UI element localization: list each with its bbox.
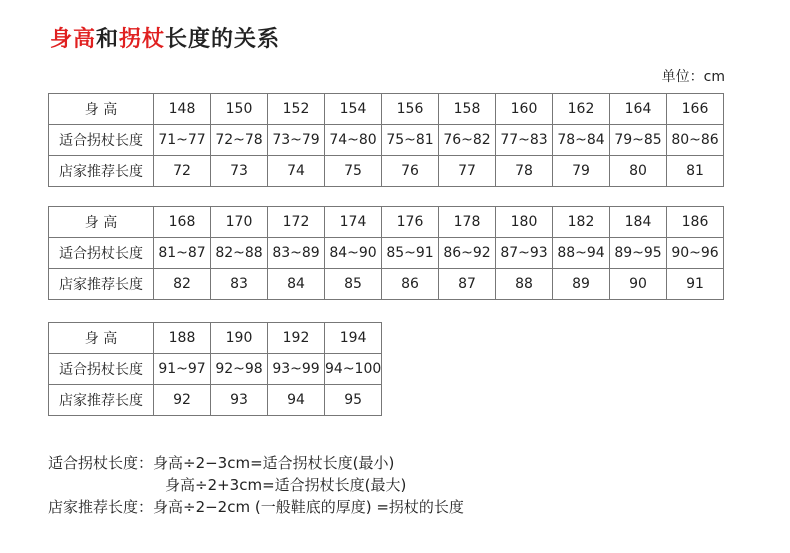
suitable-length-row-cell: 74~80 bbox=[325, 125, 382, 156]
suitable-length-row-cell: 91~97 bbox=[154, 354, 211, 385]
height-row-cell: 174 bbox=[325, 207, 382, 238]
size-table-1 bbox=[48, 93, 724, 187]
suitable-length-row-cell: 77~83 bbox=[496, 125, 553, 156]
suitable-length-row-label: 适合拐杖长度 bbox=[49, 238, 154, 269]
height-row bbox=[49, 323, 382, 354]
height-row-cell: 182 bbox=[553, 207, 610, 238]
height-row-cell: 148 bbox=[154, 94, 211, 125]
recommended-length-row-cell: 81 bbox=[667, 156, 724, 187]
height-row-cell: 160 bbox=[496, 94, 553, 125]
recommended-length-row-cell: 92 bbox=[154, 385, 211, 416]
suitable-length-row-cell: 94~100 bbox=[325, 354, 382, 385]
recommended-length-row-label: 店家推荐长度 bbox=[49, 385, 154, 416]
suitable-length-row-cell: 86~92 bbox=[439, 238, 496, 269]
suitable-length-row-cell: 80~86 bbox=[667, 125, 724, 156]
title-height: 身高 bbox=[50, 27, 97, 52]
recommended-length-row-cell: 93 bbox=[211, 385, 268, 416]
recommended-length-row bbox=[49, 385, 382, 416]
height-row-cell: 170 bbox=[211, 207, 268, 238]
suitable-length-row-cell: 73~79 bbox=[268, 125, 325, 156]
recommended-length-row-cell: 74 bbox=[268, 156, 325, 187]
recommended-length-row-cell: 83 bbox=[211, 269, 268, 300]
recommended-length-row-cell: 80 bbox=[610, 156, 667, 187]
recommended-length-row-label: 店家推荐长度 bbox=[49, 269, 154, 300]
recommended-length-row bbox=[49, 156, 724, 187]
suitable-length-row-cell: 81~87 bbox=[154, 238, 211, 269]
recommended-length-row-cell: 73 bbox=[211, 156, 268, 187]
size-table-2 bbox=[48, 206, 724, 300]
height-row-cell: 156 bbox=[382, 94, 439, 125]
height-row-label: 身 高 bbox=[49, 94, 154, 125]
suitable-length-row-cell: 78~84 bbox=[553, 125, 610, 156]
height-row-cell: 162 bbox=[553, 94, 610, 125]
recommended-length-row-cell: 89 bbox=[553, 269, 610, 300]
recommended-length-row-cell: 76 bbox=[382, 156, 439, 187]
suitable-length-row-cell: 84~90 bbox=[325, 238, 382, 269]
recommended-length-row-cell: 84 bbox=[268, 269, 325, 300]
recommended-length-row-cell: 88 bbox=[496, 269, 553, 300]
recommended-length-row-cell: 87 bbox=[439, 269, 496, 300]
suitable-length-row-label: 适合拐杖长度 bbox=[49, 354, 154, 385]
height-row-cell: 194 bbox=[325, 323, 382, 354]
height-row-cell: 176 bbox=[382, 207, 439, 238]
height-row-cell: 164 bbox=[610, 94, 667, 125]
formula-suitable-max: 身高÷2+3cm=适合拐杖长度(最大) bbox=[165, 476, 407, 494]
formula-suitable-min: 适合拐杖长度：身高÷2−3cm=适合拐杖长度(最小) bbox=[48, 454, 395, 472]
height-row bbox=[49, 94, 724, 125]
suitable-length-row-cell: 92~98 bbox=[211, 354, 268, 385]
height-row-cell: 172 bbox=[268, 207, 325, 238]
suitable-length-row-cell: 89~95 bbox=[610, 238, 667, 269]
formula-notes bbox=[48, 452, 464, 518]
height-row-cell: 178 bbox=[439, 207, 496, 238]
recommended-length-row-cell: 90 bbox=[610, 269, 667, 300]
height-row-cell: 168 bbox=[154, 207, 211, 238]
height-row-cell: 192 bbox=[268, 323, 325, 354]
height-row-cell: 186 bbox=[667, 207, 724, 238]
suitable-length-row-cell: 72~78 bbox=[211, 125, 268, 156]
suitable-length-row-cell: 71~77 bbox=[154, 125, 211, 156]
suitable-length-row bbox=[49, 238, 724, 269]
recommended-length-row-cell: 72 bbox=[154, 156, 211, 187]
height-row-cell: 166 bbox=[667, 94, 724, 125]
height-row-cell: 154 bbox=[325, 94, 382, 125]
suitable-length-row-cell: 87~93 bbox=[496, 238, 553, 269]
unit-label: 单位：cm bbox=[661, 69, 725, 85]
suitable-length-row-cell: 88~94 bbox=[553, 238, 610, 269]
suitable-length-row bbox=[49, 354, 382, 385]
recommended-length-row-cell: 95 bbox=[325, 385, 382, 416]
recommended-length-row-cell: 77 bbox=[439, 156, 496, 187]
recommended-length-row-cell: 91 bbox=[667, 269, 724, 300]
formula-recommended: 店家推荐长度：身高÷2−2cm (一般鞋底的厚度) =拐杖的长度 bbox=[48, 498, 464, 516]
recommended-length-row-cell: 86 bbox=[382, 269, 439, 300]
recommended-length-row-label: 店家推荐长度 bbox=[49, 156, 154, 187]
recommended-length-row-cell: 82 bbox=[154, 269, 211, 300]
recommended-length-row bbox=[49, 269, 724, 300]
suitable-length-row-cell: 90~96 bbox=[667, 238, 724, 269]
height-row bbox=[49, 207, 724, 238]
suitable-length-row-cell: 79~85 bbox=[610, 125, 667, 156]
title-crutch: 拐杖 bbox=[119, 27, 166, 52]
recommended-length-row-cell: 85 bbox=[325, 269, 382, 300]
height-row-cell: 184 bbox=[610, 207, 667, 238]
height-row-cell: 190 bbox=[211, 323, 268, 354]
page-title bbox=[50, 22, 280, 53]
suitable-length-row-cell: 75~81 bbox=[382, 125, 439, 156]
height-row-cell: 180 bbox=[496, 207, 553, 238]
height-row-label: 身 高 bbox=[49, 207, 154, 238]
height-row-cell: 158 bbox=[439, 94, 496, 125]
suitable-length-row-cell: 83~89 bbox=[268, 238, 325, 269]
height-row-label: 身 高 bbox=[49, 323, 154, 354]
recommended-length-row-cell: 94 bbox=[268, 385, 325, 416]
suitable-length-row-label: 适合拐杖长度 bbox=[49, 125, 154, 156]
recommended-length-row-cell: 78 bbox=[496, 156, 553, 187]
recommended-length-row-cell: 75 bbox=[325, 156, 382, 187]
suitable-length-row-cell: 82~88 bbox=[211, 238, 268, 269]
height-row-cell: 188 bbox=[154, 323, 211, 354]
title-and: 和 bbox=[96, 27, 120, 52]
height-row-cell: 152 bbox=[268, 94, 325, 125]
recommended-length-row-cell: 79 bbox=[553, 156, 610, 187]
height-row-cell: 150 bbox=[211, 94, 268, 125]
size-table-3 bbox=[48, 322, 382, 416]
suitable-length-row-cell: 85~91 bbox=[382, 238, 439, 269]
title-rest: 长度的关系 bbox=[165, 27, 281, 52]
suitable-length-row-cell: 93~99 bbox=[268, 354, 325, 385]
suitable-length-row-cell: 76~82 bbox=[439, 125, 496, 156]
suitable-length-row bbox=[49, 125, 724, 156]
